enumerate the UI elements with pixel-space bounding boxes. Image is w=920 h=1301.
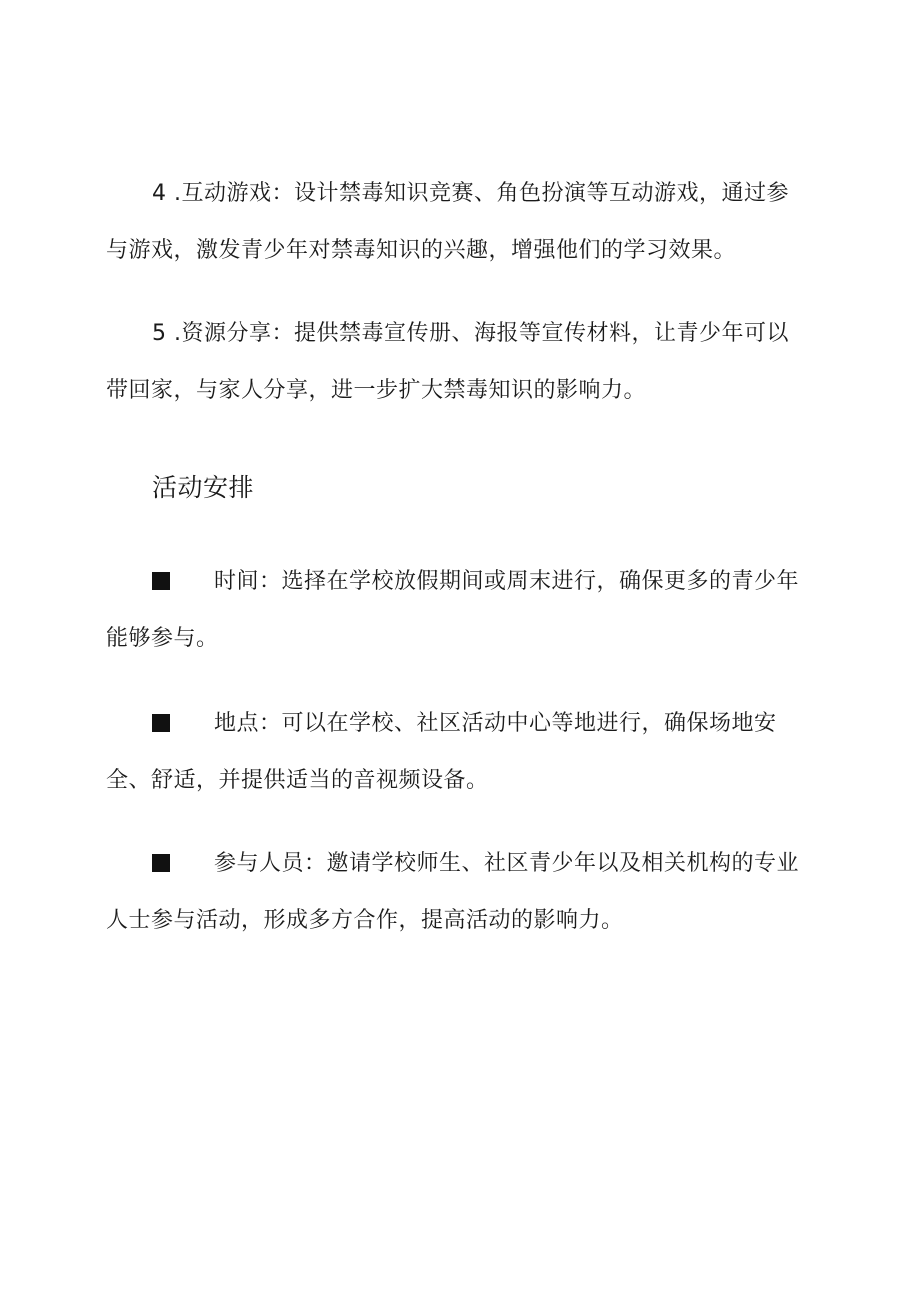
bullet-item-time — [106, 553, 822, 667]
paragraph-line: 5 .资源分享：提供禁毒宣传册、海报等宣传材料，让青少年可以 — [152, 321, 789, 346]
bullet-item-participants — [106, 835, 822, 949]
paragraph-line: 4 .互动游戏：设计禁毒知识竞赛、角色扮演等互动游戏，通过参 — [152, 181, 789, 206]
bullet-text: 地点：可以在学校、社区活动中心等地进行，确保场地安 — [214, 711, 777, 736]
paragraph-line: 带回家，与家人分享，进一步扩大禁毒知识的影响力。 — [106, 378, 647, 403]
square-bullet-icon — [152, 572, 170, 590]
bullet-line — [106, 695, 822, 752]
bullet-item-location — [106, 695, 822, 809]
paragraph-resource-sharing — [106, 305, 822, 419]
bullet-line: 全、舒适，并提供适当的音视频设备。 — [106, 768, 489, 793]
paragraph-interactive-games — [106, 165, 822, 279]
bullet-text: 参与人员：邀请学校师生、社区青少年以及相关机构的专业 — [214, 851, 800, 876]
bullet-text: 时间：选择在学校放假期间或周末进行，确保更多的青少年 — [214, 569, 800, 594]
bullet-line: 人士参与活动，形成多方合作，提高活动的影响力。 — [106, 908, 624, 933]
bullet-line: 能够参与。 — [106, 626, 219, 651]
bullet-line — [106, 553, 822, 610]
section-heading: 活动安排 — [152, 473, 255, 502]
paragraph-line: 与游戏，激发青少年对禁毒知识的兴趣，增强他们的学习效果。 — [106, 238, 737, 263]
square-bullet-icon — [152, 714, 170, 732]
square-bullet-icon — [152, 854, 170, 872]
bullet-line — [106, 835, 822, 892]
